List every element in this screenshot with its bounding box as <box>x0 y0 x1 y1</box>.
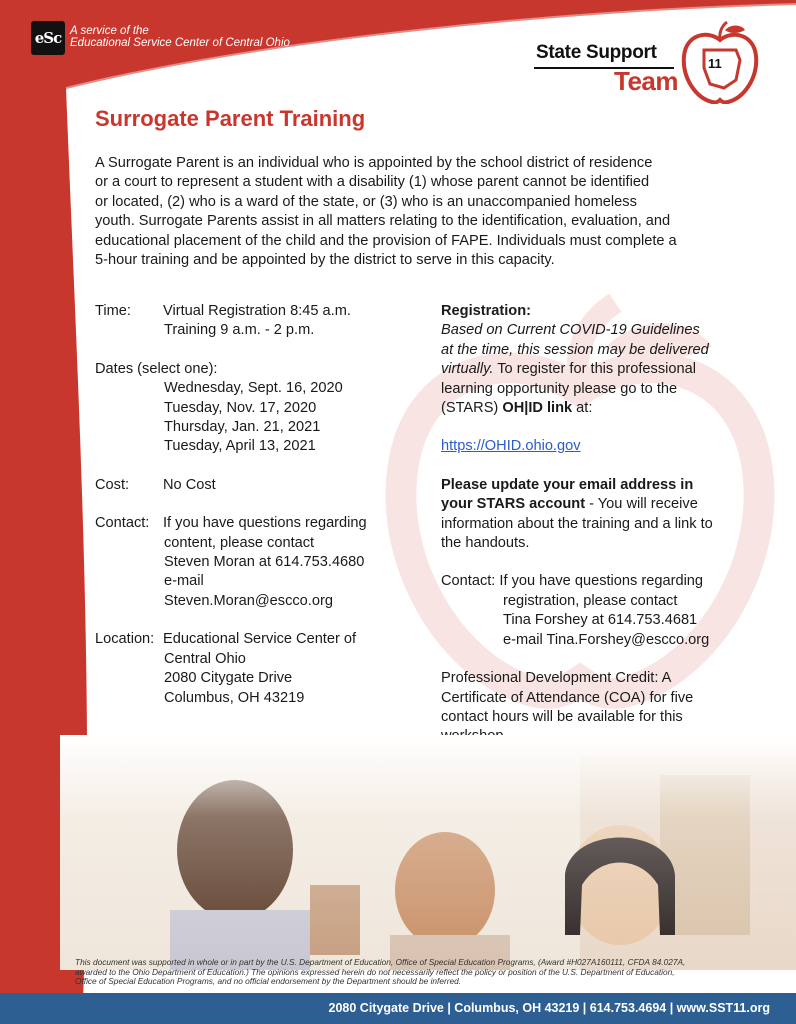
stars-text: (STARS) <box>441 400 503 417</box>
registration-contact-line: Contact: If you have questions regarding <box>441 573 704 590</box>
registration-contact-section <box>441 572 751 650</box>
registration-line: learning opportunity please go to the <box>441 380 678 397</box>
contact-line: content, please contact <box>164 534 315 551</box>
intro-paragraph <box>95 154 745 270</box>
registration-line-end: at: <box>572 400 593 417</box>
contact-line: Steven Moran at 614.753.4680 <box>164 554 365 571</box>
registration-heading: Registration: <box>441 303 531 319</box>
location-line: Columbus, OH 43219 <box>164 689 305 706</box>
registration-contact-line: registration, please contact <box>503 592 678 609</box>
pd-credit-line: Certificate of Attendance (COA) for five <box>441 689 694 706</box>
location-label: Location: <box>95 631 155 648</box>
time-line: Training 9 a.m. - 2 p.m. <box>164 322 315 339</box>
ohid-link[interactable]: https://OHID.ohio.gov <box>441 438 581 455</box>
update-email-section <box>441 476 751 554</box>
date-item: Thursday, Jan. 21, 2021 <box>164 419 321 436</box>
intro-line: or a court to represent a student with a disability (1) whose parent cannot be identified <box>95 174 650 191</box>
cost-label: Cost: <box>95 476 130 493</box>
service-line-2: Educational Service Center of Central Ohio <box>70 37 290 49</box>
registration-contact-email[interactable]: e-mail Tina.Forshey@escco.org <box>503 631 710 648</box>
page-title: Surrogate Parent Training <box>95 106 366 131</box>
time-label: Time: <box>95 303 131 319</box>
contact-line: If you have questions regarding <box>163 515 367 532</box>
footer-bar <box>0 993 796 1024</box>
time-line: Virtual Registration 8:45 a.m. <box>163 303 351 319</box>
date-item: Tuesday, Nov. 17, 2020 <box>164 399 317 416</box>
registration-section <box>441 302 751 418</box>
intro-line: educational placement of the child and the provision of FAPE. Individuals must complete a <box>95 232 677 249</box>
cost-value: No Cost <box>163 476 216 493</box>
contact-email[interactable]: Steven.Moran@escco.org <box>164 592 333 609</box>
registration-italic-line: at the time, this session may be delivered <box>441 341 709 358</box>
registration-italic-line: Based on Current COVID-19 Guidelines <box>441 322 700 339</box>
location-line: 2080 Citygate Drive <box>164 670 293 687</box>
intro-line: or located, (2) who is a ward of the state, or (3) who is an unaccompanied homeless <box>95 193 637 210</box>
pd-credit-line: Professional Development Credit: A <box>441 670 672 687</box>
registration-italic-tail: virtually. <box>441 361 494 378</box>
intro-line: 5-hour training and be appointed by the district to serve in this capacity. <box>95 252 555 269</box>
location-line: Central Ohio <box>164 650 246 667</box>
disclaimer-line: awarded to the Ohio Department of Education.) The opinions expressed herein do not necessarily reflect the policy or position of the U.S. Department of Education, <box>75 966 675 977</box>
event-details-column <box>95 302 415 727</box>
ohid-link-section <box>441 437 751 456</box>
esc-logo: eSc <box>31 21 65 55</box>
update-email-line: information about the training and a link to <box>441 515 713 532</box>
location-section <box>95 630 415 708</box>
disclaimer-line: Office of Special Education Programs, and no official endorsement by the Department should be inferred. <box>75 976 462 987</box>
dates-section <box>95 360 415 457</box>
content-contact-section <box>95 514 415 611</box>
cost-section <box>95 476 415 495</box>
registration-line-rest: To register for this professional <box>493 361 696 378</box>
state-support-team-logo <box>530 18 770 108</box>
date-item: Tuesday, April 13, 2021 <box>164 438 316 455</box>
children-photo-image <box>60 735 796 970</box>
sst-state-support-text: State Support <box>536 42 657 63</box>
update-email-bold-line: Please update your email address in <box>441 476 694 493</box>
registration-column <box>441 302 751 766</box>
time-section <box>95 302 415 341</box>
contact-line: e-mail <box>164 573 204 590</box>
registration-contact-line: Tina Forshey at 614.753.4681 <box>503 612 698 629</box>
contact-label: Contact: <box>95 515 150 532</box>
pd-credit-line: contact hours will be available for this <box>441 708 683 725</box>
intro-line: youth. Surrogate Parents assist in all matters relating to the identification, evaluation, and <box>95 213 671 230</box>
footer-contact-info: 2080 Citygate Drive | Columbus, OH 43219 | 614.753.4694 | www.SST11.org <box>328 1001 770 1015</box>
location-line: Educational Service Center of <box>163 631 357 648</box>
registration-line <box>441 360 751 379</box>
update-email-line <box>441 495 751 514</box>
sst-team-text: Team <box>614 66 678 96</box>
update-email-rest: - You will receive <box>585 496 698 513</box>
service-line-1: A service of the <box>70 25 149 37</box>
disclaimer-line: This document was supported in whole or in part by the U.S. Department of Education, Office of Special Education Programs, (Award #H027A160111, CFDA 84.027A, <box>75 957 686 967</box>
funding-disclaimer <box>75 958 765 987</box>
date-item: Wednesday, Sept. 16, 2020 <box>164 380 343 397</box>
sst-number: 11 <box>708 56 722 71</box>
ohid-link-label: OH|ID link <box>502 400 573 417</box>
update-email-line: the handouts. <box>441 535 530 552</box>
intro-line: A Surrogate Parent is an individual who is appointed by the school district of residence <box>95 155 653 171</box>
dates-label: Dates (select one): <box>95 360 218 377</box>
stars-account-bold: your STARS account <box>441 496 586 513</box>
registration-line <box>441 399 751 418</box>
